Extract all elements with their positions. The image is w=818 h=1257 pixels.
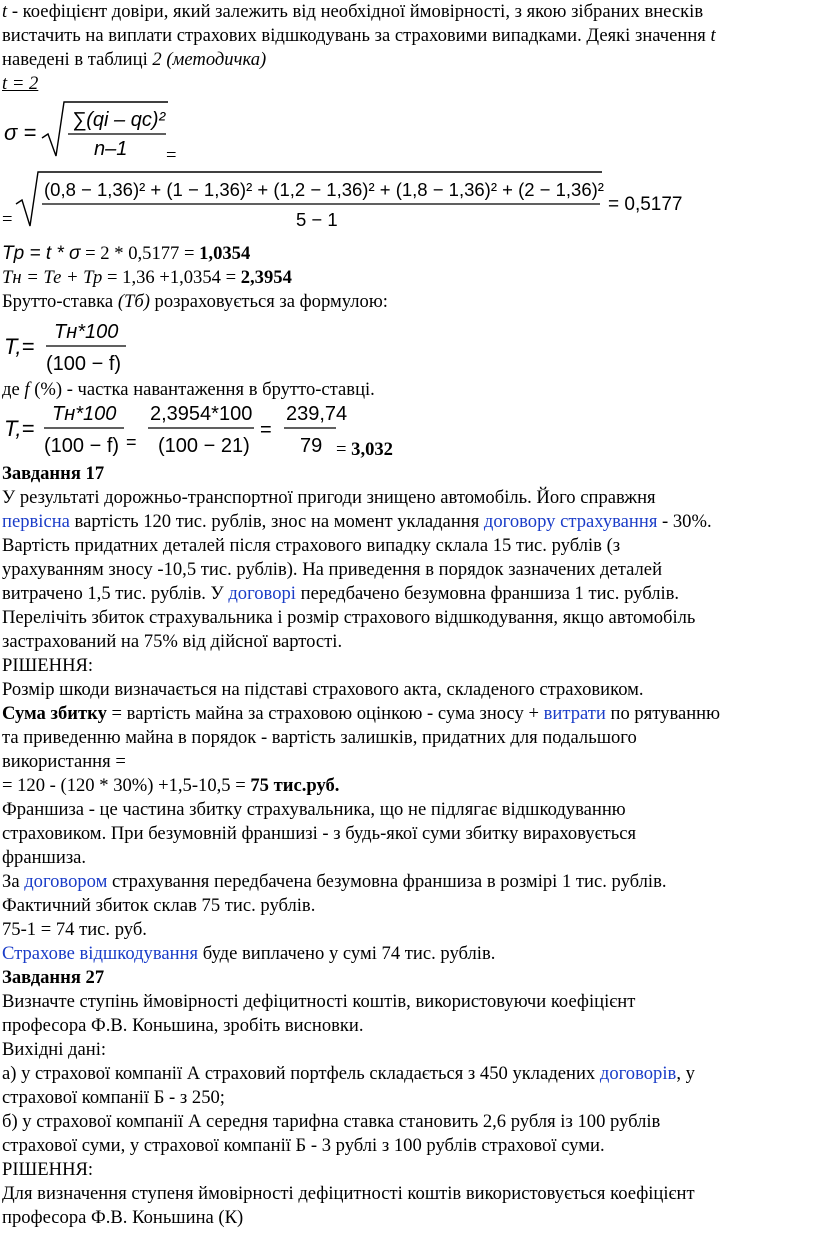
calc-num-3: 239,74	[286, 403, 348, 425]
brutto-denominator: (100 − f)	[46, 353, 122, 375]
task17-p1b-text: вартість 120 тис. рублів, знос на момент укладання	[69, 511, 484, 532]
task17-p6: застрахований на 75% від дійсної вартості.	[2, 631, 343, 652]
task27-solution: РІШЕННЯ:	[2, 1159, 94, 1180]
task17-s8: франшиза.	[2, 847, 87, 868]
calc-den-2: (100 − 21)	[158, 435, 250, 457]
task17-s4: використання =	[2, 751, 126, 772]
task27-s2: професора Ф.В. Коньшина (К)	[2, 1207, 244, 1228]
task17-p4	[2, 582, 679, 606]
task17-s1: Розмір шкоди визначається на підставі страхового акта, складеного страховиком.	[2, 679, 644, 700]
link-pervisna[interactable]: первісна	[2, 511, 70, 532]
task27-p6: б) у страхової компанії А середня тарифна ставка становить 2,6 рубля із 100 рублів	[2, 1111, 661, 1132]
task17-s9b: страхування передбачена безумовна франшиза в розмірі 1 тис. рублів.	[107, 871, 667, 892]
brutto-final	[336, 438, 393, 462]
task17-p1b	[2, 510, 712, 534]
tp-line	[2, 242, 250, 266]
tp-formula: Tp = t * σ	[2, 243, 81, 264]
brutto-numerator: Тн*100	[54, 321, 119, 343]
task17-s10: Фактичний збиток склав 75 тис. рублів.	[2, 895, 316, 916]
intro-line-2	[2, 24, 716, 48]
final-result: 3,032	[351, 439, 393, 460]
loss-sum-label: Сума збитку	[2, 703, 107, 724]
task17-s5	[2, 774, 339, 798]
task17-s9	[2, 870, 667, 894]
calc-num-2: 2,3954*100	[150, 403, 253, 425]
link-strakhuvannia[interactable]: страхування	[560, 511, 658, 532]
task27-p4a: а) у страхової компанії А страховий портфель складається з 450 укладених	[2, 1063, 600, 1084]
task17-s6: Франшиза - це частина збитку страхувальника, що не підлягає відшкодуванню	[2, 799, 626, 820]
calc-lhs: T,=	[4, 416, 35, 441]
sigma-expr-numerator: (0,8 − 1,36)² + (1 − 1,36)² + (1,2 − 1,36)² + (1,8 − 1,36)² + (2 − 1,36)²	[44, 179, 604, 200]
task27-p2: професора Ф.В. Коньшина, зробіть висновки.	[2, 1015, 364, 1036]
task17-p1c-text: - 30%.	[657, 511, 712, 532]
tp-text: = 2 * 0,5177 =	[85, 243, 200, 264]
task17-p3: урахуванням зносу -10,5 тис. рублів). На приведення в порядок зазначених деталей	[2, 559, 663, 580]
task27-p4b: , у	[676, 1063, 695, 1084]
task17-p1: У результаті дорожньо-транспортної пригоди знищено автомобіль. Його справжня	[2, 487, 656, 508]
tn-result: 2,3954	[240, 267, 292, 288]
task27-s1: Для визначення ступеня ймовірності дефіцитності коштів використовується коефіцієнт	[2, 1183, 695, 1204]
t-value: t = 2	[2, 73, 39, 94]
intro-text-3: наведені в таблиці	[2, 49, 153, 70]
tp-result: 1,0354	[199, 243, 251, 264]
task17-s12	[2, 942, 495, 966]
intro-line-3	[2, 48, 266, 72]
intro-line-1	[2, 0, 703, 24]
brutto-symbol: (Тб)	[117, 291, 150, 312]
task17-s2	[2, 702, 720, 726]
link-vytraty[interactable]: витрати	[543, 703, 606, 724]
sigma-denominator: n–1	[94, 138, 128, 160]
task27-p4	[2, 1062, 695, 1086]
brutto-line	[2, 290, 388, 314]
sigma-eq-after: =	[166, 145, 177, 166]
task27-p3: Вихідні дані:	[2, 1039, 107, 1060]
link-dogovoriv[interactable]: договорів	[599, 1063, 677, 1084]
task17-s3: та приведенню майна в порядок - вартість залишків, придатних для подальшого	[2, 727, 637, 748]
task17-title: Завдання 17	[2, 463, 105, 484]
task17-s7: страховиком. При безумовній франшизі - з будь-якої суми збитку вираховується	[2, 823, 637, 844]
sigma-numerator: ∑(qi – qc)²	[72, 109, 166, 131]
where-text-a: де	[2, 379, 25, 400]
task17-p4b: передбачено безумовна франшиза 1 тис. рублів.	[295, 583, 680, 604]
calc-num-1: Тн*100	[52, 403, 117, 425]
task17-solution: РІШЕННЯ:	[2, 655, 94, 676]
link-strakhove-vidshkoduvannia[interactable]: Страхове відшкодування	[2, 943, 199, 964]
task17-p5: Перелічіть збиток страхувальника і розмір страхового відшкодування, якщо автомобіль	[2, 607, 696, 628]
t-symbol-2: t	[710, 25, 716, 46]
task27-p7: страхової суми, у страхової компанії Б - 3 рублі з 100 рублів страхової суми.	[2, 1135, 605, 1156]
task17-s5a: = 120 - (120 * 30%) +1,5-10,5 =	[2, 775, 251, 796]
calc-eq-1: =	[126, 432, 137, 452]
sigma-expr-denominator: 5 − 1	[296, 209, 338, 230]
link-dogovoru[interactable]: договору	[483, 511, 556, 532]
tn-text: = 1,36 +1,0354 =	[102, 267, 241, 288]
where-line	[2, 378, 375, 402]
brutto-formula	[2, 316, 152, 376]
task27-p1: Визначте ступінь ймовірності дефіцитності коштів, використовуючи коефіцієнт	[2, 991, 636, 1012]
final-eq: =	[336, 439, 352, 460]
loss-result: 75 тис.руб.	[250, 775, 340, 796]
task17-p4a: витрачено 1,5 тис. рублів. У	[2, 583, 229, 604]
brutto-lhs: T,=	[4, 334, 35, 359]
task17-s12b: буде виплачено у сумі 74 тис. рублів.	[198, 943, 496, 964]
t-symbol: t	[2, 1, 8, 22]
calc-eq-2: =	[260, 419, 272, 441]
task17-s2c: по рятуванню	[605, 703, 721, 724]
tn-lhs: Тн = Те + Тр	[2, 267, 103, 288]
brutto-text-b: розраховується за формулою:	[149, 291, 388, 312]
task27-title: Завдання 27	[2, 967, 105, 988]
where-text-b: (%) - частка навантаження в брутто-ставці.	[29, 379, 375, 400]
calc-den-3: 79	[300, 435, 323, 457]
f-symbol: f	[24, 379, 30, 400]
task27-p5: страхової компанії Б - з 250;	[2, 1087, 225, 1108]
task17-p2: Вартість придатних деталей після страхового випадку склала 15 тис. рублів (з	[2, 535, 621, 556]
brutto-text-a: Брутто-ставка	[2, 291, 118, 312]
table-ref: 2 (методичка)	[152, 49, 267, 70]
calc-den-1: (100 − f)	[44, 435, 120, 457]
sigma-lhs: σ =	[4, 120, 37, 145]
intro-text-1: - коефіцієнт довіри, який залежить від необхідної ймовірності, з якою зібраних внесків	[7, 1, 704, 22]
link-dogovorom[interactable]: договором	[24, 871, 108, 892]
task17-s9a: За	[2, 871, 25, 892]
link-dogovori[interactable]: договорі	[228, 583, 296, 604]
sigma-eq-before: =	[2, 209, 13, 230]
sigma-result: = 0,5177	[608, 194, 683, 215]
sigma-numeric-formula	[14, 168, 683, 232]
task17-s2a: = вартість майна за страховою оцінкою - сума зносу +	[106, 703, 544, 724]
tn-line	[2, 266, 292, 290]
task17-s11: 75-1 = 74 тис. руб.	[2, 919, 147, 940]
intro-text-2: вистачить на виплати страхових відшкодувань за страховими випадками. Деякі значення	[2, 25, 711, 46]
